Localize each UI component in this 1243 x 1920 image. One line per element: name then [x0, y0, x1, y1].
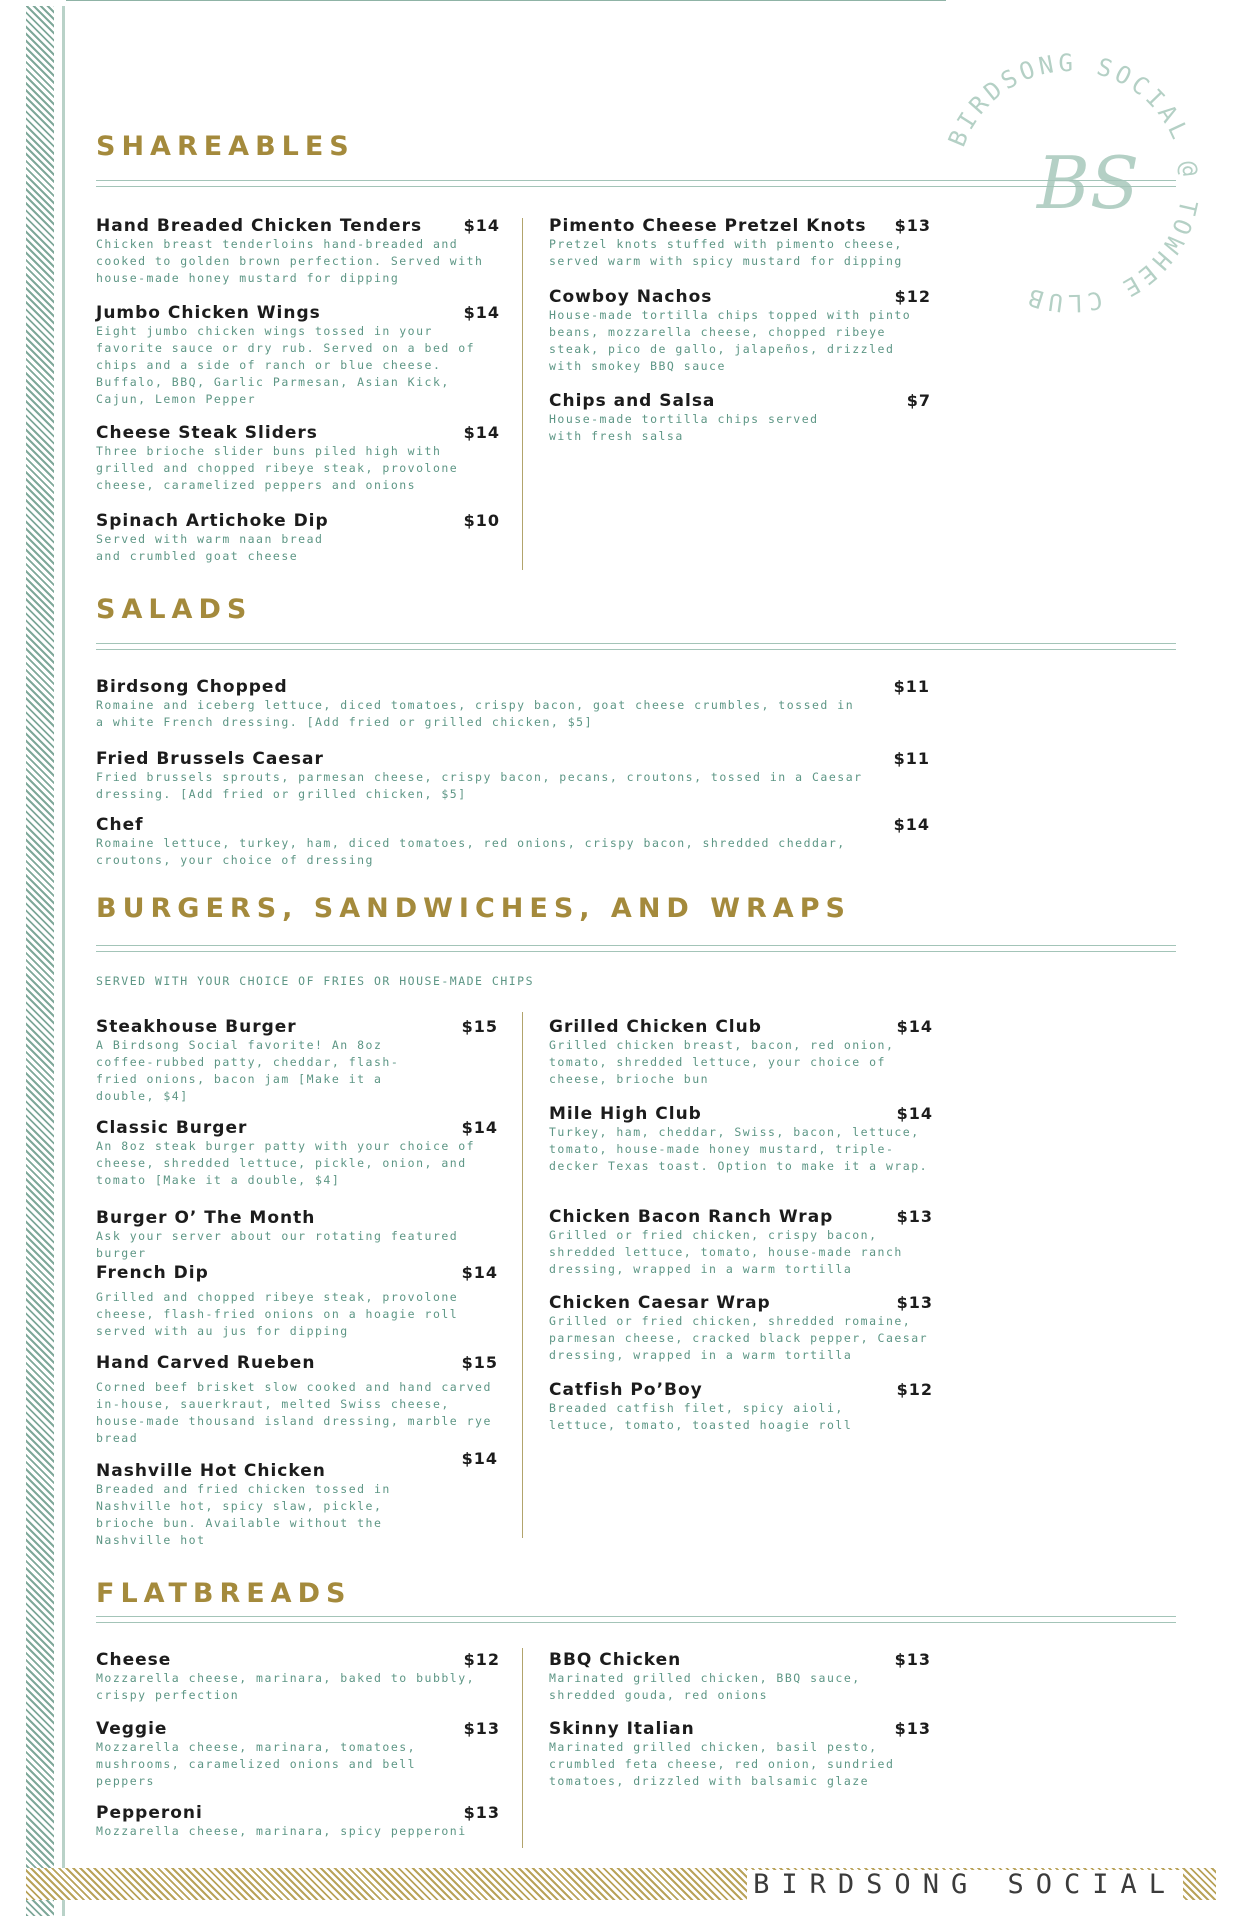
section-rule	[96, 643, 1176, 650]
item-description: Ask your server about our rotating featured burger	[96, 1229, 459, 1260]
item-price: $13	[463, 1719, 500, 1738]
item-name: Chips and Salsa	[549, 391, 716, 411]
item-name: Skinny Italian	[549, 1719, 695, 1739]
item-name: Veggie	[96, 1719, 168, 1739]
item-description: Corned beef brisket slow cooked and hand carved in-house, sauerkraut, melted Swiss cheese, house-made thousand island dressing, marble rye bread	[96, 1380, 492, 1445]
item-price: $14	[463, 423, 500, 442]
section-title-shareables: SHAREABLES	[96, 131, 355, 162]
item-price: $14	[461, 1263, 498, 1282]
item-price: $14	[896, 1104, 933, 1123]
column-divider	[522, 218, 523, 570]
item-description: Romaine lettuce, turkey, ham, diced tomatoes, red onions, crispy bacon, shredded cheddar, croutons, your choice of dressing	[96, 836, 846, 867]
menu-item	[96, 303, 500, 408]
item-price: $14	[463, 303, 500, 322]
menu-item	[96, 1353, 498, 1447]
item-description: House-made tortilla chips served with fresh salsa	[549, 412, 819, 443]
menu-item	[96, 815, 930, 869]
item-name: Birdsong Chopped	[96, 677, 288, 697]
item-name: Cowboy Nachos	[549, 287, 713, 307]
item-description: Breaded and fried chicken tossed in Nashville hot, spicy slaw, pickle, brioche bun. Available without the Nashville hot	[96, 1482, 391, 1547]
section-title-flatbreads: FLATBREADS	[96, 1578, 352, 1609]
item-description: Served with warm naan bread and crumbled goat cheese	[96, 532, 324, 563]
top-border-line	[66, 0, 946, 1]
item-price: $13	[896, 1207, 933, 1226]
menu-item	[96, 677, 930, 731]
menu-item	[96, 749, 930, 803]
menu-item	[549, 216, 931, 270]
item-price: $12	[463, 1650, 500, 1669]
menu-item	[549, 1650, 931, 1704]
menu-item	[96, 216, 500, 287]
item-description: An 8oz steak burger patty with your choice of cheese, shredded lettuce, pickle, onion, and tomato [Make it a double, $4]	[96, 1139, 476, 1187]
item-description: Mozzarella cheese, marinara, tomatoes, mushrooms, caramelized onions and bell peppers	[96, 1740, 417, 1788]
item-name: Pimento Cheese Pretzel Knots	[549, 216, 867, 236]
item-price: $13	[894, 216, 931, 235]
item-price: $14	[896, 1017, 933, 1036]
item-price: $11	[893, 749, 930, 768]
item-price: $13	[896, 1293, 933, 1312]
menu-item	[549, 1104, 933, 1175]
item-name: Chicken Caesar Wrap	[549, 1293, 771, 1313]
item-price: $13	[894, 1719, 931, 1738]
menu-item	[96, 1650, 500, 1704]
item-price: $14	[461, 1449, 498, 1468]
menu-item	[549, 1207, 933, 1278]
item-name: Catfish Po’Boy	[549, 1380, 703, 1400]
item-name: Jumbo Chicken Wings	[96, 303, 321, 323]
left-border-line	[62, 6, 65, 1916]
item-name: Grilled Chicken Club	[549, 1017, 762, 1037]
item-name: Cheese Steak Sliders	[96, 423, 318, 443]
menu-item	[96, 1803, 500, 1840]
item-description: Grilled and chopped ribeye steak, provolone cheese, flash-fried onions on a hoagie roll served with au jus for dipping	[96, 1290, 459, 1338]
item-price: $15	[461, 1017, 498, 1036]
menu-item	[549, 1380, 933, 1434]
section-title-burgers: BURGERS, SANDWICHES, AND WRAPS	[96, 893, 851, 924]
section-subtitle: SERVED WITH YOUR CHOICE OF FRIES OR HOUSE-MADE CHIPS	[96, 974, 535, 988]
menu-item	[96, 423, 500, 494]
item-price: $15	[461, 1353, 498, 1372]
menu-item	[549, 287, 931, 375]
menu-item	[96, 1017, 498, 1105]
item-name: Mile High Club	[549, 1104, 702, 1124]
item-description: Eight jumbo chicken wings tossed in your favorite sauce or dry rub. Served on a bed of chips and a side of ranch or blue cheese. Buffalo, BBQ, Garlic Parmesan, Asian Kick, Cajun, Lemon Pepper	[96, 324, 476, 406]
item-name: Pepperoni	[96, 1803, 203, 1823]
left-decorative-stripe	[26, 6, 54, 1916]
item-description: Grilled chicken breast, bacon, red onion, tomato, shredded lettuce, your choice of cheese, brioche bun	[549, 1038, 895, 1086]
item-description: Fried brussels sprouts, parmesan cheese, crispy bacon, pecans, croutons, tossed in a Caesar dressing. [Add fried or grilled chicken, $5]	[96, 770, 863, 801]
item-description: Mozzarella cheese, marinara, spicy pepperoni	[96, 1824, 467, 1838]
item-description: Romaine and iceberg lettuce, diced tomatoes, crispy bacon, goat cheese crumbles, tossed in a white French dressing. [Add fried or grilled chicken, $5]	[96, 698, 855, 729]
item-description: Pretzel knots stuffed with pimento cheese, served warm with spicy mustard for dipping	[549, 237, 903, 268]
item-description: Marinated grilled chicken, basil pesto, crumbled feta cheese, red onion, sundried tomatoes, drizzled with balsamic glaze	[549, 1740, 895, 1788]
section-title-salads: SALADS	[96, 594, 253, 625]
section-rule	[96, 945, 1176, 952]
menu-item	[96, 1449, 498, 1549]
item-price: $12	[894, 287, 931, 306]
item-name: Cheese	[96, 1650, 172, 1670]
column-divider	[522, 1012, 523, 1538]
menu-item	[96, 511, 500, 565]
item-description: Chicken breast tenderloins hand-breaded and cooked to golden brown perfection. Served with house-made honey mustard for dipping	[96, 237, 484, 285]
menu-item	[96, 1719, 500, 1790]
item-name: Chicken Bacon Ranch Wrap	[549, 1207, 834, 1227]
column-divider	[522, 1648, 523, 1848]
menu-item	[549, 391, 931, 445]
item-description: Grilled or fried chicken, crispy bacon, shredded lettuce, tomato, house-made ranch dressing, wrapped in a warm tortilla	[549, 1228, 903, 1276]
item-price: $11	[893, 677, 930, 696]
menu-item	[549, 1719, 931, 1790]
item-name: Burger O’ The Month	[96, 1208, 316, 1228]
section-rule	[96, 1616, 1176, 1623]
item-name: Chef	[96, 815, 144, 835]
item-description: Turkey, ham, cheddar, Swiss, bacon, lettuce, tomato, house-made honey mustard, triple-decker Texas toast. Option to make it a wrap.	[549, 1125, 929, 1173]
item-name: Classic Burger	[96, 1118, 248, 1138]
item-name: Spinach Artichoke Dip	[96, 511, 329, 531]
item-price: $10	[463, 511, 500, 530]
item-description: Mozzarella cheese, marinara, baked to bubbly, crispy perfection	[96, 1671, 476, 1702]
menu-item	[549, 1293, 933, 1364]
item-name: Hand Carved Rueben	[96, 1353, 316, 1373]
menu-item	[96, 1118, 498, 1189]
item-description: Three brioche slider buns piled high with grilled and chopped ribeye steak, provolone cheese, caramelized peppers and onions	[96, 444, 459, 492]
item-name: BBQ Chicken	[549, 1650, 682, 1670]
item-description: Breaded catfish filet, spicy aioli, lettuce, tomato, toasted hoagie roll	[549, 1401, 853, 1432]
item-description: Marinated grilled chicken, BBQ sauce, shredded gouda, red onions	[549, 1671, 861, 1702]
item-price: $13	[463, 1803, 500, 1822]
item-name: Hand Breaded Chicken Tenders	[96, 216, 423, 236]
section-rule	[96, 180, 1176, 187]
item-price: $14	[463, 216, 500, 235]
item-price: $14	[893, 815, 930, 834]
footer-brand: BIRDSONG SOCIAL	[747, 1870, 1183, 1900]
logo-ring-text: BIRDSONG SOCIAL @ TOWHEE CLUB	[942, 48, 1205, 318]
menu-item	[96, 1208, 498, 1262]
item-name: Steakhouse Burger	[96, 1017, 297, 1037]
item-name: French Dip	[96, 1263, 209, 1283]
item-price: $13	[894, 1650, 931, 1669]
logo-monogram: BS	[1037, 141, 1140, 225]
menu-item	[96, 1263, 498, 1340]
item-price: $7	[906, 391, 931, 410]
item-description: House-made tortilla chips topped with pinto beans, mozzarella cheese, chopped ribeye steak, pico de gallo, jalapeños, drizzled with smokey BBQ sauce	[549, 308, 912, 373]
item-price: $12	[896, 1380, 933, 1399]
item-price: $14	[461, 1118, 498, 1137]
item-description: Grilled or fried chicken, shredded romaine, parmesan cheese, cracked black pepper, Caesar dressing, wrapped in a warm tortilla	[549, 1314, 929, 1362]
item-name: Nashville Hot Chicken	[96, 1461, 326, 1481]
item-description: A Birdsong Social favorite! An 8oz coffee-rubbed patty, cheddar, flash-fried onions, bacon jam [Make it a double, $4]	[96, 1038, 400, 1103]
menu-item	[549, 1017, 933, 1088]
item-name: Fried Brussels Caesar	[96, 749, 324, 769]
